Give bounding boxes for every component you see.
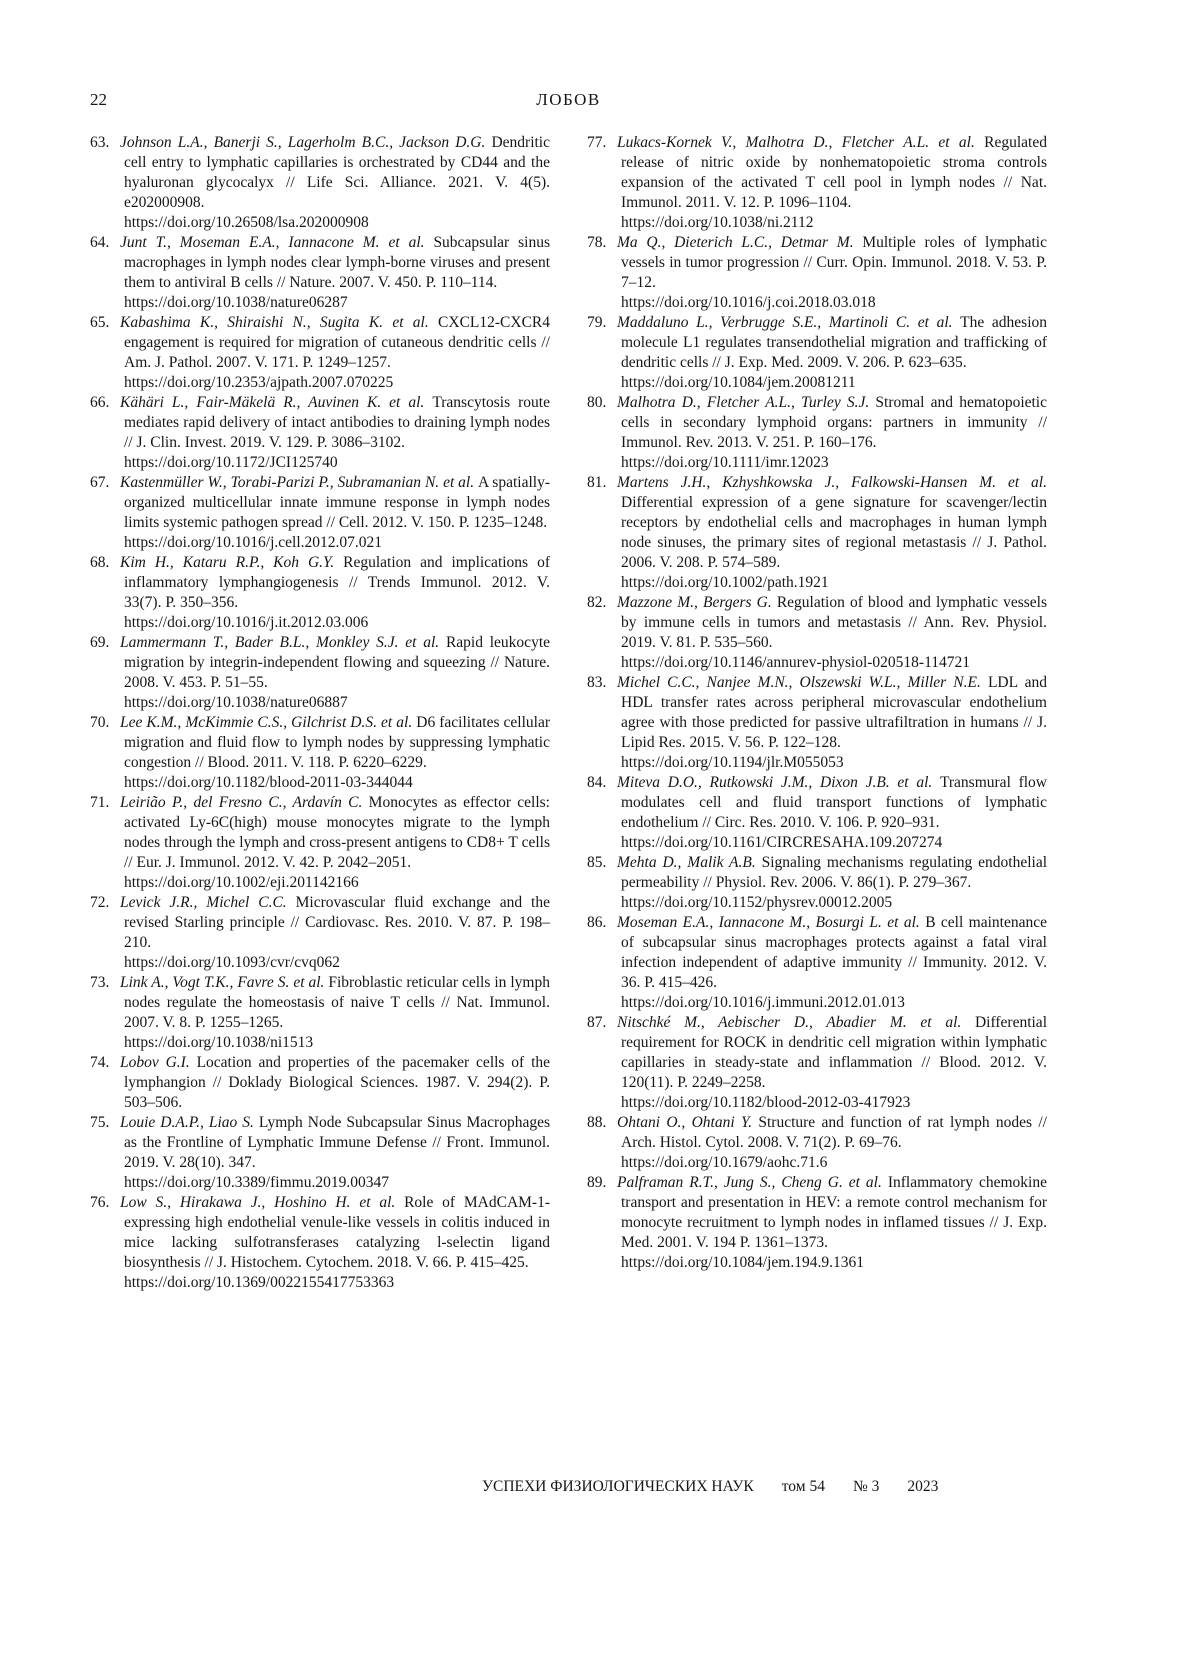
running-head: ЛОБОВ	[536, 90, 601, 109]
reference-doi-link[interactable]: https://doi.org/10.1093/cvr/cvq062	[124, 954, 340, 971]
reference-authors: Junt T., Moseman E.A., Iannacone M. et al.	[120, 234, 434, 251]
reference-authors: Palframan R.T., Jung S., Cheng G. et al.	[617, 1174, 888, 1191]
reference-authors: Lee K.M., McKimmie C.S., Gilchrist D.S. et al.	[120, 714, 417, 731]
reference-item-80	[587, 393, 1047, 473]
reference-text: CXCL12-CXCR4 engagement is required for migration of cutaneous dendritic cells // Am. J. Pathol. 2007. V. 171. P. 1249–1257.	[124, 314, 550, 371]
reference-number: 87.	[587, 1014, 607, 1031]
page-footer	[482, 1478, 938, 1496]
reference-text: Subcapsular sinus macrophages in lymph nodes clear lymph-borne viruses and present them to antiviral B cells // Nature. 2007. V. 450. P. 110–114.	[124, 234, 550, 291]
reference-item-83	[587, 673, 1047, 773]
reference-number: 67.	[90, 474, 110, 491]
footer-journal-title: УСПЕХИ ФИЗИОЛОГИЧЕСКИХ НАУК	[482, 1478, 754, 1495]
reference-text: Differential requirement for ROCK in dendritic cell migration within lymphatic capillaries in steady-state and inflammation // Blood. 2012. V. 120(11). P. 2249–2258.	[621, 1014, 1047, 1091]
reference-number: 80.	[587, 394, 607, 411]
reference-text: Multiple roles of lymphatic vessels in tumor progression // Curr. Opin. Immunol. 2018. V. 53. P. 7–12.	[621, 234, 1047, 291]
reference-text: Signaling mechanisms regulating endothelial permeability // Physiol. Rev. 2006. V. 86(1). P. 279–367.	[621, 854, 1048, 891]
reference-item-84	[587, 773, 1047, 853]
reference-number: 73.	[90, 974, 110, 991]
reference-text: LDL and HDL transfer rates across peripheral microvascular endothelium agree with those predicted for passive ultrafiltration in humans // J. Lipid Res. 2015. V. 56. P. 122–128.	[621, 674, 1047, 751]
reference-item-66	[90, 393, 550, 473]
reference-text: The adhesion molecule L1 regulates transendothelial migration and trafficking of dendritic cells // J. Exp. Med. 2009. V. 206. P. 623–635.	[621, 314, 1047, 371]
reference-authors: Leirião P., del Fresno C., Ardavín C.	[120, 794, 369, 811]
reference-doi-link[interactable]: https://doi.org/10.1016/j.immuni.2012.01.013	[621, 994, 905, 1011]
reference-doi-link[interactable]: https://doi.org/10.1016/j.cell.2012.07.021	[124, 534, 383, 551]
reference-text: Lymph Node Subcapsular Sinus Macrophages as the Frontline of Lymphatic Immune Defense // Front. Immunol. 2019. V. 28(10). 347.	[124, 1114, 550, 1171]
reference-item-71	[90, 793, 550, 893]
reference-doi-link[interactable]: https://doi.org/10.1038/nature06887	[124, 694, 348, 711]
reference-authors: Martens J.H., Kzhyshkowska J., Falkowski-Hansen M. et al.	[617, 474, 1047, 491]
reference-text: Differential expression of a gene signature for scavenger/lectin receptors by endothelial cells and macrophages in human lymph node sinuses, the primary sites of regional metastasis // J. Pathol. 2006. V. 208. P. 574–589.	[621, 494, 1047, 571]
reference-doi-link[interactable]: https://doi.org/10.26508/lsa.202000908	[124, 214, 369, 231]
reference-item-86	[587, 913, 1047, 1013]
reference-item-70	[90, 713, 550, 793]
reference-doi-link[interactable]: https://doi.org/10.1152/physrev.00012.2005	[621, 894, 893, 911]
reference-number: 64.	[90, 234, 110, 251]
reference-doi-link[interactable]: https://doi.org/10.1182/blood-2011-03-344044	[124, 774, 413, 791]
reference-doi-link[interactable]: https://doi.org/10.1038/ni1513	[124, 1034, 314, 1051]
reference-authors: Maddaluno L., Verbrugge S.E., Martinoli C. et al.	[617, 314, 961, 331]
reference-number: 83.	[587, 674, 607, 691]
reference-doi-link[interactable]: https://doi.org/10.1146/annurev-physiol-020518-114721	[621, 654, 971, 671]
reference-number: 74.	[90, 1054, 110, 1071]
reference-item-67	[90, 473, 550, 553]
reference-number: 76.	[90, 1194, 110, 1211]
reference-number: 78.	[587, 234, 607, 251]
reference-doi-link[interactable]: https://doi.org/10.1002/path.1921	[621, 574, 829, 591]
reference-text: Regulation and implications of inflammatory lymphangiogenesis // Trends Immunol. 2012. V. 33(7). P. 350–356.	[124, 554, 550, 611]
reference-item-74	[90, 1053, 550, 1113]
reference-doi-link[interactable]: https://doi.org/10.2353/ajpath.2007.070225	[124, 374, 394, 391]
reference-doi-link[interactable]: https://doi.org/10.1016/j.coi.2018.03.018	[621, 294, 876, 311]
reference-number: 77.	[587, 134, 607, 151]
reference-item-78	[587, 233, 1047, 313]
reference-authors: Ohtani O., Ohtani Y.	[617, 1114, 759, 1131]
reference-text: Dendritic cell entry to lymphatic capillaries is orchestrated by CD44 and the hyaluronan glycocalyx // Life Sci. Alliance. 2021. V. 4(5). e202000908.	[124, 134, 550, 211]
reference-doi-link[interactable]: https://doi.org/10.1084/jem.194.9.1361	[621, 1254, 864, 1271]
reference-authors: Moseman E.A., Iannacone M., Bosurgi L. et al.	[617, 914, 926, 931]
references-column-left	[90, 133, 550, 1293]
reference-authors: Kim H., Kataru R.P., Koh G.Y.	[120, 554, 344, 571]
reference-text: Microvascular fluid exchange and the revised Starling principle // Cardiovasc. Res. 2010. V. 87. P. 198–210.	[124, 894, 550, 951]
reference-item-63	[90, 133, 550, 233]
reference-text: Structure and function of rat lymph nodes // Arch. Histol. Cytol. 2008. V. 71(2). P. 69–76.	[621, 1114, 1047, 1151]
reference-doi-link[interactable]: https://doi.org/10.1369/0022155417753363	[124, 1274, 395, 1291]
reference-item-64	[90, 233, 550, 313]
reference-number: 85.	[587, 854, 607, 871]
reference-text: Location and properties of the pacemaker cells of the lymphangion // Doklady Biological Sciences. 1987. V. 294(2). P. 503–506.	[124, 1054, 551, 1111]
reference-doi-link[interactable]: https://doi.org/10.1182/blood-2012-03-417923	[621, 1094, 911, 1111]
reference-doi-link[interactable]: https://doi.org/10.3389/fimmu.2019.00347	[124, 1174, 389, 1191]
reference-authors: Levick J.R., Michel C.C.	[120, 894, 296, 911]
reference-doi-link[interactable]: https://doi.org/10.1038/nature06287	[124, 294, 348, 311]
reference-authors: Kastenmüller W., Torabi-Parizi P., Subramanian N. et al.	[120, 474, 479, 491]
reference-doi-link[interactable]: https://doi.org/10.1679/aohc.71.6	[621, 1154, 828, 1171]
reference-number: 63.	[90, 134, 110, 151]
reference-authors: Johnson L.A., Banerji S., Lagerholm B.C., Jackson D.G.	[120, 134, 492, 151]
reference-number: 75.	[90, 1114, 110, 1131]
reference-doi-link[interactable]: https://doi.org/10.1038/ni.2112	[621, 214, 814, 231]
reference-authors: Kähäri L., Fair-Mäkelä R., Auvinen K. et al.	[120, 394, 433, 411]
reference-item-76	[90, 1193, 550, 1293]
reference-authors: Link A., Vogt T.K., Favre S. et al.	[120, 974, 329, 991]
reference-authors: Lammermann T., Bader B.L., Monkley S.J. et al.	[120, 634, 446, 651]
reference-authors: Ma Q., Dieterich L.C., Detmar M.	[617, 234, 863, 251]
reference-authors: Mehta D., Malik A.B.	[617, 854, 762, 871]
reference-number: 86.	[587, 914, 607, 931]
reference-item-65	[90, 313, 550, 393]
reference-number: 70.	[90, 714, 110, 731]
reference-number: 84.	[587, 774, 607, 791]
page-number: 22	[90, 90, 107, 109]
page-header	[90, 90, 1047, 114]
reference-authors: Mazzone M., Bergers G.	[617, 594, 777, 611]
reference-text: Regulation of blood and lymphatic vessels by immune cells in tumors and metastasis // Ann. Rev. Physiol. 2019. V. 81. P. 535–560.	[621, 594, 1047, 651]
reference-item-88	[587, 1113, 1047, 1173]
reference-item-85	[587, 853, 1047, 913]
reference-doi-link[interactable]: https://doi.org/10.1084/jem.20081211	[621, 374, 856, 391]
reference-number: 69.	[90, 634, 110, 651]
reference-number: 66.	[90, 394, 110, 411]
reference-item-82	[587, 593, 1047, 673]
reference-text: Monocytes as effector cells: activated Ly-6C(high) mouse monocytes migrate to the lymph nodes through the lymph and cross-present antigens to CD8+ T cells // Eur. J. Immunol. 2012. V. 42. P. 2042–2051.	[124, 794, 550, 871]
reference-item-81	[587, 473, 1047, 593]
reference-item-72	[90, 893, 550, 973]
reference-authors: Low S., Hirakawa J., Hoshino H. et al.	[120, 1194, 405, 1211]
reference-item-73	[90, 973, 550, 1053]
references-column-right	[587, 133, 1047, 1273]
reference-authors: Louie D.A.P., Liao S.	[120, 1114, 259, 1131]
reference-number: 79.	[587, 314, 607, 331]
reference-item-87	[587, 1013, 1047, 1113]
reference-item-75	[90, 1113, 550, 1193]
reference-text: Rapid leukocyte migration by integrin-independent flowing and squeezing // Nature. 2008. V. 453. P. 51–55.	[124, 634, 551, 691]
reference-authors: Michel C.C., Nanjee M.N., Olszewski W.L., Miller N.E.	[617, 674, 988, 691]
footer-year: 2023	[907, 1478, 939, 1495]
reference-text: Stromal and hematopoietic cells in secondary lymphoid organs: partners in immunity // Immunol. Rev. 2013. V. 251. P. 160–176.	[621, 394, 1047, 451]
reference-number: 81.	[587, 474, 607, 491]
reference-number: 88.	[587, 1114, 607, 1131]
reference-item-69	[90, 633, 550, 713]
reference-number: 68.	[90, 554, 110, 571]
reference-doi-link[interactable]: https://doi.org/10.1194/jlr.M055053	[621, 754, 844, 771]
references-columns	[90, 133, 1047, 1293]
reference-text: Inflammatory chemokine transport and presentation in HEV: a remote control mechanism for monocyte recruitment to lymph nodes in inflamed tissues // J. Exp. Med. 2001. V. 194 P. 1361–1373.	[621, 1174, 1047, 1251]
footer-volume: том 54	[781, 1478, 825, 1495]
reference-authors: Lukacs-Kornek V., Malhotra D., Fletcher A.L. et al.	[617, 134, 985, 151]
reference-number: 71.	[90, 794, 110, 811]
reference-doi-link[interactable]: https://doi.org/10.1002/eji.201142166	[124, 874, 359, 891]
reference-number: 82.	[587, 594, 607, 611]
reference-doi-link[interactable]: https://doi.org/10.1172/JCI125740	[124, 454, 338, 471]
reference-item-77	[587, 133, 1047, 233]
reference-item-89	[587, 1173, 1047, 1273]
reference-authors: Malhotra D., Fletcher A.L., Turley S.J.	[617, 394, 876, 411]
reference-text: Transcytosis route mediates rapid delivery of intact antibodies to draining lymph nodes // J. Clin. Invest. 2019. V. 129. P. 3086–3102.	[124, 394, 550, 451]
reference-item-79	[587, 313, 1047, 393]
reference-doi-link[interactable]: https://doi.org/10.1111/imr.12023	[621, 454, 829, 471]
reference-text: Fibroblastic reticular cells in lymph nodes regulate the homeostasis of naive T cells // Nat. Immunol. 2007. V. 8. P. 1255–1265.	[124, 974, 550, 1031]
reference-doi-link[interactable]: https://doi.org/10.1161/CIRCRESAHA.109.207274	[621, 834, 943, 851]
reference-item-68	[90, 553, 550, 633]
reference-text: B cell maintenance of subcapsular sinus macrophages protects against a fatal viral infection independent of adaptive immunity // Immunity. 2012. V. 36. P. 415–426.	[621, 914, 1047, 991]
reference-text: A spatially-organized multicellular innate immune response in lymph nodes limits systemic pathogen spread // Cell. 2012. V. 150. P. 1235–1248.	[124, 474, 550, 531]
reference-number: 72.	[90, 894, 110, 911]
reference-authors: Miteva D.O., Rutkowski J.M., Dixon J.B. et al.	[617, 774, 940, 791]
reference-text: Regulated release of nitric oxide by nonhematopoietic stroma controls expansion of the activated T cell pool in lymph nodes // Nat. Immunol. 2011. V. 12. P. 1096–1104.	[621, 134, 1047, 211]
reference-authors: Kabashima K., Shiraishi N., Sugita K. et al.	[120, 314, 439, 331]
footer-issue: № 3	[852, 1478, 880, 1495]
reference-text: D6 facilitates cellular migration and fluid flow to lymph nodes by suppressing lymphatic congestion // Blood. 2011. V. 118. P. 6220–6229.	[124, 714, 550, 771]
reference-text: Role of MAdCAM-1-expressing high endothelial venule-like vessels in colitis induced in mice lacking sulfotransferases catalyzing l-selectin ligand biosynthesis // J. Histochem. Cytochem. 2018. V. 66. P. 415–425.	[124, 1194, 550, 1271]
reference-number: 65.	[90, 314, 110, 331]
reference-authors: Lobov G.I.	[120, 1054, 197, 1071]
reference-authors: Nitschké M., Aebischer D., Abadier M. et al.	[617, 1014, 975, 1031]
reference-text: Transmural flow modulates cell and fluid transport functions of lymphatic endothelium // Circ. Res. 2010. V. 106. P. 920–931.	[621, 774, 1047, 831]
reference-doi-link[interactable]: https://doi.org/10.1016/j.it.2012.03.006	[124, 614, 369, 631]
reference-number: 89.	[587, 1174, 607, 1191]
